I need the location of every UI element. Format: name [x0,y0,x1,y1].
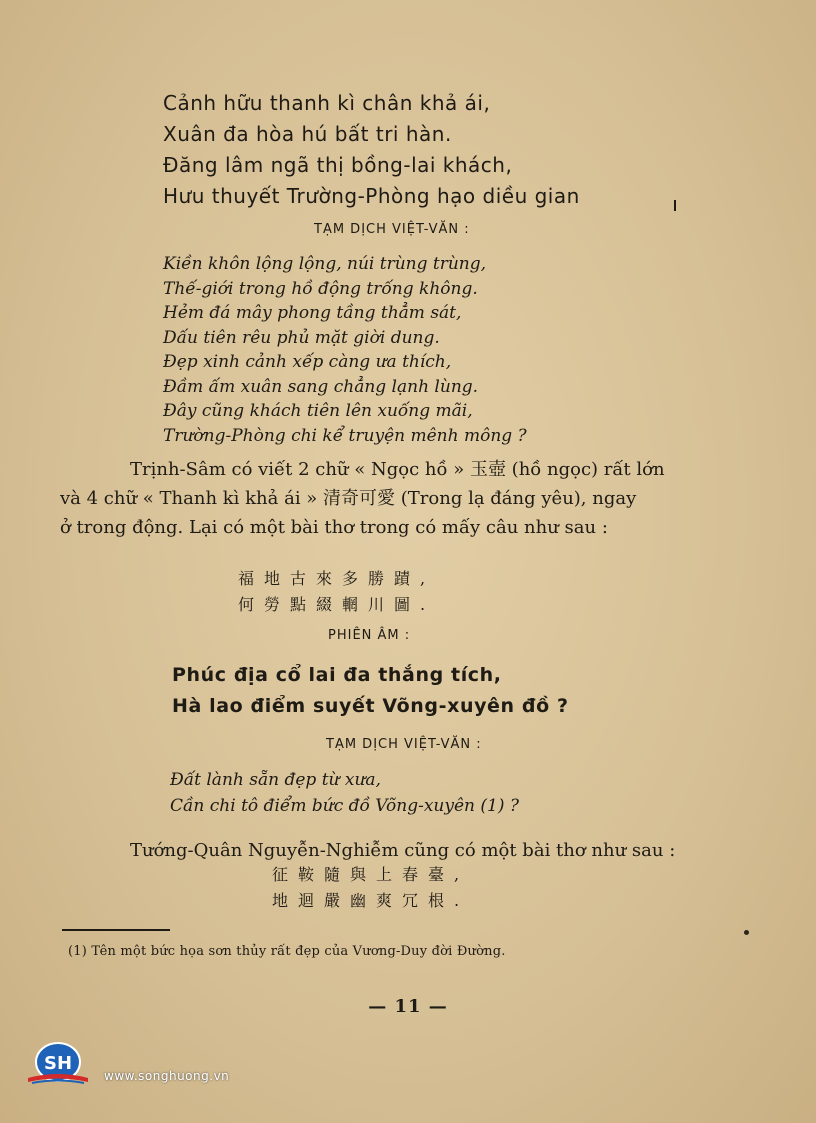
phien-am-heading: PHIÊN ÂM : [328,628,411,643]
website-link[interactable]: www.songhuong.vn [104,1069,230,1083]
translation-line: Trường-Phòng chi kể truyện mênh mông ? [163,425,527,446]
stray-mark [674,200,676,211]
translation-line: Hẻm đá mây phong tầng thẳm sát, [163,303,462,323]
footnote: (1) Tên một bức họa sơn thủy rất đẹp của Vương-Duy đời Đường. [68,944,506,959]
translation-heading-2: TẠM DỊCH VIỆT-VĂN : [326,737,482,752]
poem-transliteration [163,88,580,212]
chinese-line: 征鞍隨與上春臺, [272,865,470,884]
phien-am-verse [172,660,569,722]
prose-paragraph [60,455,760,542]
translation-line: Đất lành sẵn đẹp từ xưa, [170,770,381,790]
page-number: — 11 — [368,996,448,1017]
translation-line: Thế-giới trong hồ động trống không. [163,278,478,299]
poem-line: Hưu thuyết Trường-Phòng hạo diều gian [163,184,580,208]
translation-verse [163,252,527,448]
ink-spot [744,930,749,935]
translation-line: Đây cũng khách tiên lên xuống mãi, [163,401,473,421]
footnote-rule [62,929,170,931]
translation-line: Dấu tiên rêu phủ mặt giời dung. [163,327,440,348]
translation-heading: TẠM DỊCH VIỆT-VĂN : [314,222,470,237]
logo-text: SH [43,1053,73,1074]
chinese-line: 地迴嚴幽爽冗根. [272,891,470,910]
prose-line: Trịnh-Sâm có viết 2 chữ « Ngọc hồ » 玉壺 (hồ ngọc) rất lớn [130,459,665,480]
prose-line: ở trong động. Lại có một bài thơ trong có mấy câu như sau : [60,517,608,538]
translation-line: Đẹp xinh cảnh xếp càng ưa thích, [163,352,452,372]
translation-line: Đầm ấm xuân sang chẳng lạnh lùng. [163,376,479,397]
phien-am-line: Phúc địa cổ lai đa thắng tích, [172,664,502,686]
chinese-line: 何勞點綴輞川圖. [238,595,436,614]
phien-am-line: Hà lao điểm suyết Võng-xuyên đồ ? [172,695,569,717]
poem-line: Cảnh hữu thanh kì chân khả ái, [163,91,491,115]
songhuong-logo-icon[interactable] [24,1040,92,1088]
prose-line: Tướng-Quân Nguyễn-Nghiễm cũng có một bài thơ như sau : [130,840,676,861]
translation-line: Cần chi tô điểm bức đồ Võng-xuyên (1) ? [170,796,519,816]
prose-line: và 4 chữ « Thanh kì khả ái » 清奇可愛 (Trong lạ đáng yêu), ngay [60,488,637,509]
translation-line: Kiền khôn lộng lộng, núi trùng trùng, [163,254,487,274]
prose-paragraph-2 [60,836,760,865]
chinese-line: 福地古來多勝蹟, [238,569,436,588]
chinese-verse-2 [272,862,469,914]
poem-line: Xuân đa hòa hú bất tri hàn. [163,122,452,146]
translation-verse-2 [170,767,519,819]
poem-line: Đăng lâm ngã thị bồng-lai khách, [163,153,513,177]
chinese-verse [238,566,435,618]
